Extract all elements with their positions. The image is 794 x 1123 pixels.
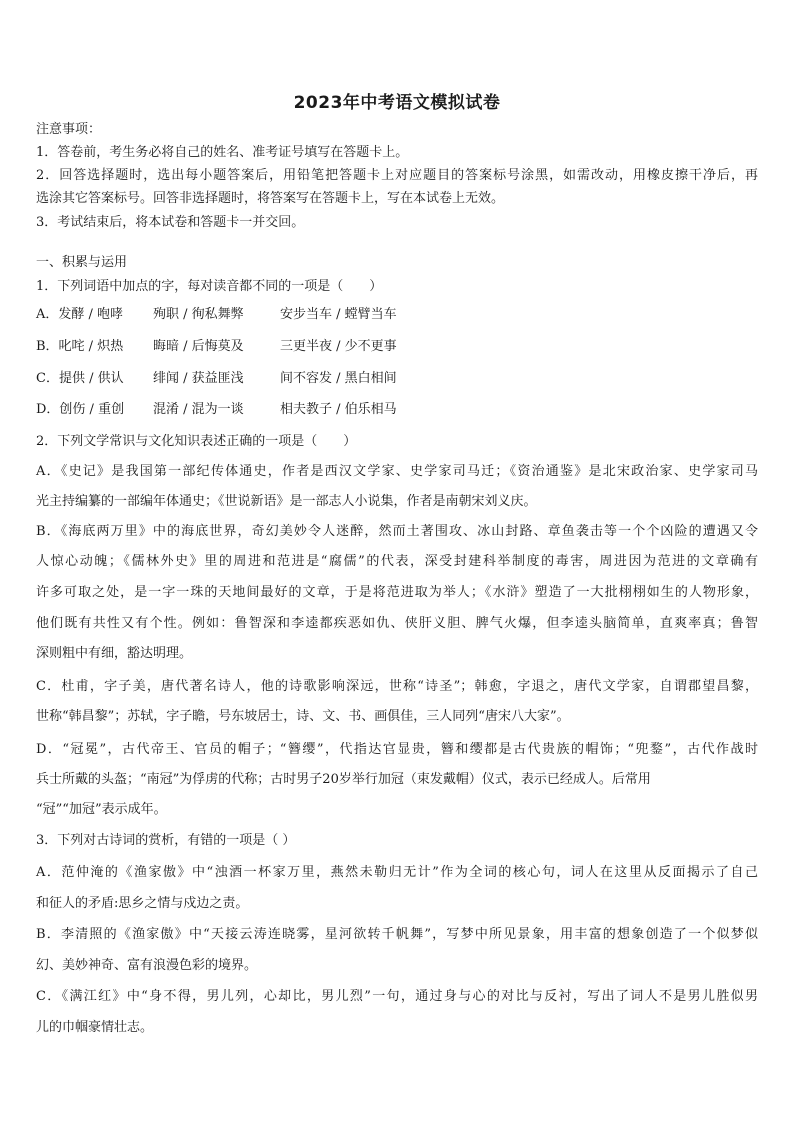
question-3-option-b-line-2: 幻、美妙神奇、富有浪漫色彩的境界。	[36, 958, 258, 973]
question-1-option-a	[36, 306, 440, 324]
question-3-option-c-line-1: C．《满江红》中“身不得，男儿列，心却比，男儿烈”一句，通过身与心的对比与反衬，写出了词人不是男儿胜似男	[36, 989, 758, 1004]
question-2-option-c-line-1: C．杜甫，字子美，唐代著名诗人，他的诗歌影响深远，世称“诗圣”；韩愈，字退之，唐代文学家，自谓郡望昌黎，	[36, 679, 758, 694]
question-2-option-b-line-4: 他们既有共性又有个性。例如：鲁智深和李逵都疾恶如仇、侠肝义胆、脾气火爆，但李逵头脑简单，直爽率真；鲁智	[36, 616, 758, 631]
option-c-word-pair-3: 间不容发 / 黑白相间	[280, 371, 397, 386]
option-a-word-pair-2: 殉职 / 徇私舞弊	[153, 307, 244, 322]
option-b-word-pair-1: B．叱咤 / 炽热	[36, 339, 124, 354]
notice-item-3: 3．考试结束后，将本试卷和答题卡一并交回。	[36, 215, 305, 230]
option-d-word-pair-1: D．创伤 / 重创	[36, 402, 125, 417]
question-3-option-a-line-2: 和征人的矛盾:思乡之情与戍边之责。	[36, 896, 249, 911]
question-3-option-a-line-1: A．范仲淹的《渔家傲》中“浊酒一杯家万里，燕然未勒归无计”作为全词的核心句，词人在这里从反面揭示了自己	[36, 865, 758, 880]
option-c-word-pair-2: 绯闻 / 获益匪浅	[153, 371, 244, 386]
question-2-option-a-line-2: 光主持编纂的一部编年体通史；《世说新语》是一部志人小说集，作者是南朝宋刘义庆。	[36, 494, 537, 509]
question-2-option-a-line-1: A．《史记》是我国第一部纪传体通史，作者是西汉文学家、史学家司马迁；《资治通鉴》是北宋政治家、史学家司马	[36, 464, 758, 479]
question-2-option-d-line-3: “冠”“加冠”表示成年。	[36, 802, 167, 817]
question-3-option-b-line-1: B．李清照的《渔家傲》中“天接云涛连晓雾，星河欲转千帆舞”，写梦中所见景象，用丰富的想象创造了一个似梦似	[36, 927, 758, 942]
option-d-word-pair-3: 相夫教子 / 伯乐相马	[280, 402, 397, 417]
option-b-word-pair-3: 三更半夜 / 少不更事	[280, 339, 397, 354]
option-c-word-pair-1: C．提供 / 供认	[36, 371, 124, 386]
question-2-option-c-line-2: 世称“韩昌黎”；苏轼，字子瞻，号东坡居士，诗、文、书、画俱佳，三人同列“唐宋八大家”。	[36, 709, 570, 724]
section-heading: 一、积累与运用	[36, 255, 128, 270]
notice-heading: 注意事项：	[36, 122, 102, 137]
question-2-stem: 2．下列文学常识与文化知识表述正确的一项是（ ）	[36, 434, 357, 449]
question-1-option-b	[36, 338, 440, 356]
question-1-stem: 1．下列词语中加点的字，每对读音都不同的一项是（ ）	[36, 279, 383, 294]
notice-item-2-line-1: 2．回答选择题时，选出每小题答案后，用铅笔把答题卡上对应题目的答案标号涂黑，如需改动，用橡皮擦干净后，再	[36, 168, 758, 183]
question-3-stem: 3．下列对古诗词的赏析，有错的一项是（ ）	[36, 833, 296, 848]
question-2-option-b-line-5: 深则粗中有细，豁达明理。	[36, 646, 193, 661]
question-2-option-b-line-2: 人惊心动魄；《儒林外史》里的周进和范进是“腐儒”的代表，深受封建科举制度的毒害，周进因为范进的文章确有	[36, 554, 758, 569]
question-1-option-d	[36, 401, 440, 419]
question-1-option-c	[36, 370, 440, 388]
option-a-word-pair-1: A．发酵 / 咆哮	[36, 307, 124, 322]
question-2-option-b-line-3: 许多可取之处，是一字一珠的天地间最好的文章，于是将范进取为举人；《水浒》塑造了一大批栩栩如生的人物形象，	[36, 585, 758, 600]
exam-title: 2023年中考语文模拟试卷	[293, 93, 501, 113]
question-2-option-d-line-2: 兵士所戴的头盔；“南冠”为俘虏的代称；古时男子20岁举行加冠（束发戴帽）仪式，表示已经成人。后常用	[36, 772, 651, 787]
question-2-option-b-line-1: B．《海底两万里》中的海底世界，奇幻美妙令人迷醉，然而土著围攻、冰山封路、章鱼袭击等一个个凶险的遭遇又令	[36, 524, 758, 539]
notice-item-1: 1．答卷前，考生务必将自己的姓名、准考证号填写在答题卡上。	[36, 145, 409, 160]
option-d-word-pair-2: 混淆 / 混为一谈	[153, 402, 244, 417]
question-3-option-c-line-2: 儿的巾帼豪情壮志。	[36, 1020, 154, 1035]
question-2-option-d-line-1: D．“冠冕”，古代帝王、官员的帽子；“簪缨”，代指达官显贵，簪和缨都是古代贵族的帽饰；“兜鍪”，古代作战时	[36, 742, 758, 757]
option-b-word-pair-2: 晦暗 / 后悔莫及	[153, 339, 244, 354]
notice-item-2-line-2: 选涂其它答案标号。回答非选择题时，将答案写在答题卡上，写在本试卷上无效。	[36, 191, 505, 206]
option-a-word-pair-3: 安步当车 / 螳臂当车	[280, 307, 397, 322]
